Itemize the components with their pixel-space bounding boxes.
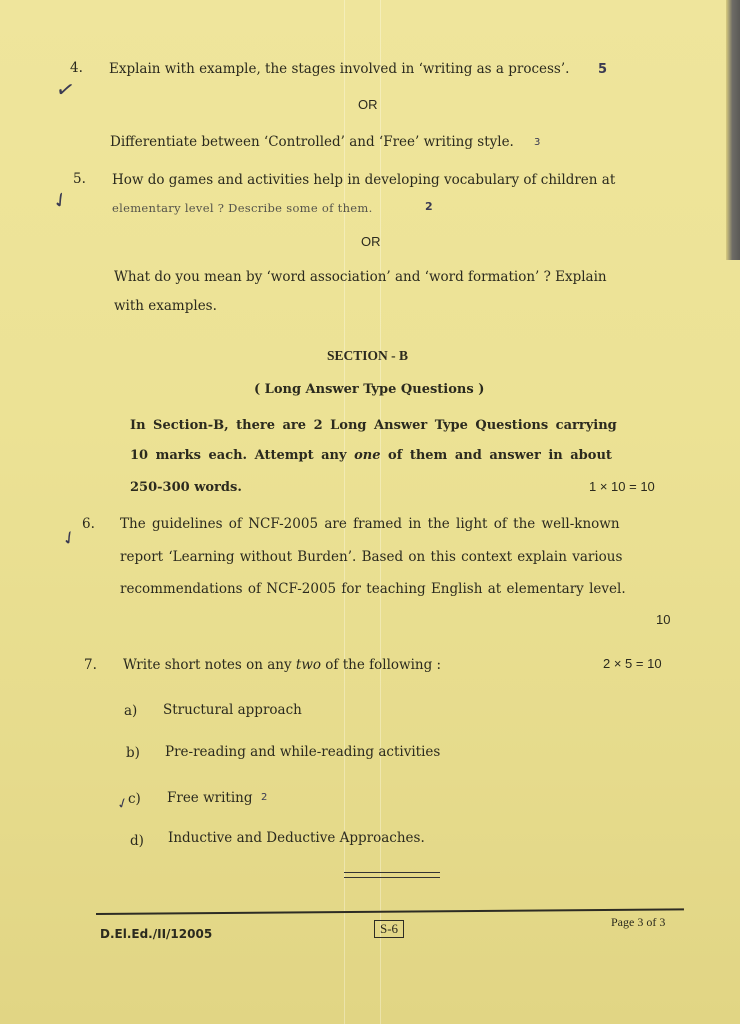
paper-code: D.El.Ed./II/12005 xyxy=(100,927,213,941)
section-b-title: SECTION - B xyxy=(327,348,409,363)
option-d-label: d) xyxy=(130,833,144,849)
option-c-label: c) xyxy=(128,791,141,807)
footer-rule xyxy=(96,908,684,915)
stem-emphasis: two xyxy=(295,657,322,673)
tick-mark-icon: ✓ xyxy=(114,794,132,814)
option-a-text: Structural approach xyxy=(163,702,302,718)
or-divider: OR xyxy=(358,97,378,112)
set-code-box: S-6 xyxy=(374,920,404,938)
section-b-instruction-line1: In Section-B, there are 2 Long Answer Type Questions carrying xyxy=(130,418,617,433)
question-5-number: 5. xyxy=(73,171,86,187)
question-7-stem xyxy=(123,657,441,673)
option-b-text: Pre-reading and while-reading activities xyxy=(165,744,441,760)
question-6-line3: recommendations of NCF-2005 for teaching English at elementary level. xyxy=(120,581,626,597)
question-4-number: 4. xyxy=(70,60,83,76)
question-5-text-line1: How do games and activities help in developing vocabulary of children at xyxy=(112,172,616,188)
paper-fold xyxy=(380,0,381,1024)
handwritten-mark: 2 xyxy=(425,200,433,213)
option-b-label: b) xyxy=(126,745,140,761)
handwritten-mark: 5 xyxy=(598,62,608,77)
question-6-marks: 10 xyxy=(656,612,671,627)
instruction-text: of them and answer in about xyxy=(380,448,612,463)
stem-text: Write short notes on any xyxy=(123,657,296,673)
tick-mark-icon: ✓ xyxy=(57,525,82,552)
section-b-marks: 1 × 10 = 10 xyxy=(589,479,655,494)
handwritten-mark: 2 xyxy=(261,792,268,803)
or-divider: OR xyxy=(361,234,381,249)
paper-fold xyxy=(344,0,345,1024)
question-7-number: 7. xyxy=(84,657,97,673)
section-b-instruction-line3: 250-300 words. xyxy=(130,480,242,495)
page-number: Page 3 of 3 xyxy=(611,915,666,929)
tick-mark-icon: ✓ xyxy=(53,76,77,105)
question-5-alt-line1: What do you mean by ‘word association’ and ‘word formation’ ? Explain xyxy=(114,269,607,285)
question-5-alt-line2: with examples. xyxy=(114,298,217,314)
end-of-questions-rule xyxy=(344,872,440,878)
question-6-line1: The guidelines of NCF-2005 are framed in the light of the well-known xyxy=(120,516,620,532)
instruction-emphasis: one xyxy=(354,448,381,463)
handwritten-mark: 3 xyxy=(534,137,541,148)
tick-mark-icon: ✓ xyxy=(47,185,74,215)
question-4-alt-text: Differentiate between ‘Controlled’ and ‘Free’ writing style. xyxy=(110,134,514,150)
option-c-text: Free writing xyxy=(167,790,253,806)
question-4-text: Explain with example, the stages involved in ‘writing as a process’. xyxy=(109,61,570,77)
question-6-line2: report ‘Learning without Burden’. Based on this context explain various xyxy=(120,549,623,565)
instruction-text: 10 marks each. Attempt any xyxy=(130,448,355,463)
stem-text: of the following : xyxy=(321,657,442,673)
option-a-label: a) xyxy=(124,703,138,719)
option-d-text: Inductive and Deductive Approaches. xyxy=(168,830,425,846)
section-b-subtitle: ( Long Answer Type Questions ) xyxy=(254,382,485,397)
desk-background-edge xyxy=(726,0,740,260)
question-7-marks: 2 × 5 = 10 xyxy=(603,656,662,671)
question-5-text-line2: elementary level ? Describe some of them. xyxy=(112,201,373,215)
section-b-instruction-line2 xyxy=(130,448,612,463)
question-6-number: 6. xyxy=(82,516,95,532)
